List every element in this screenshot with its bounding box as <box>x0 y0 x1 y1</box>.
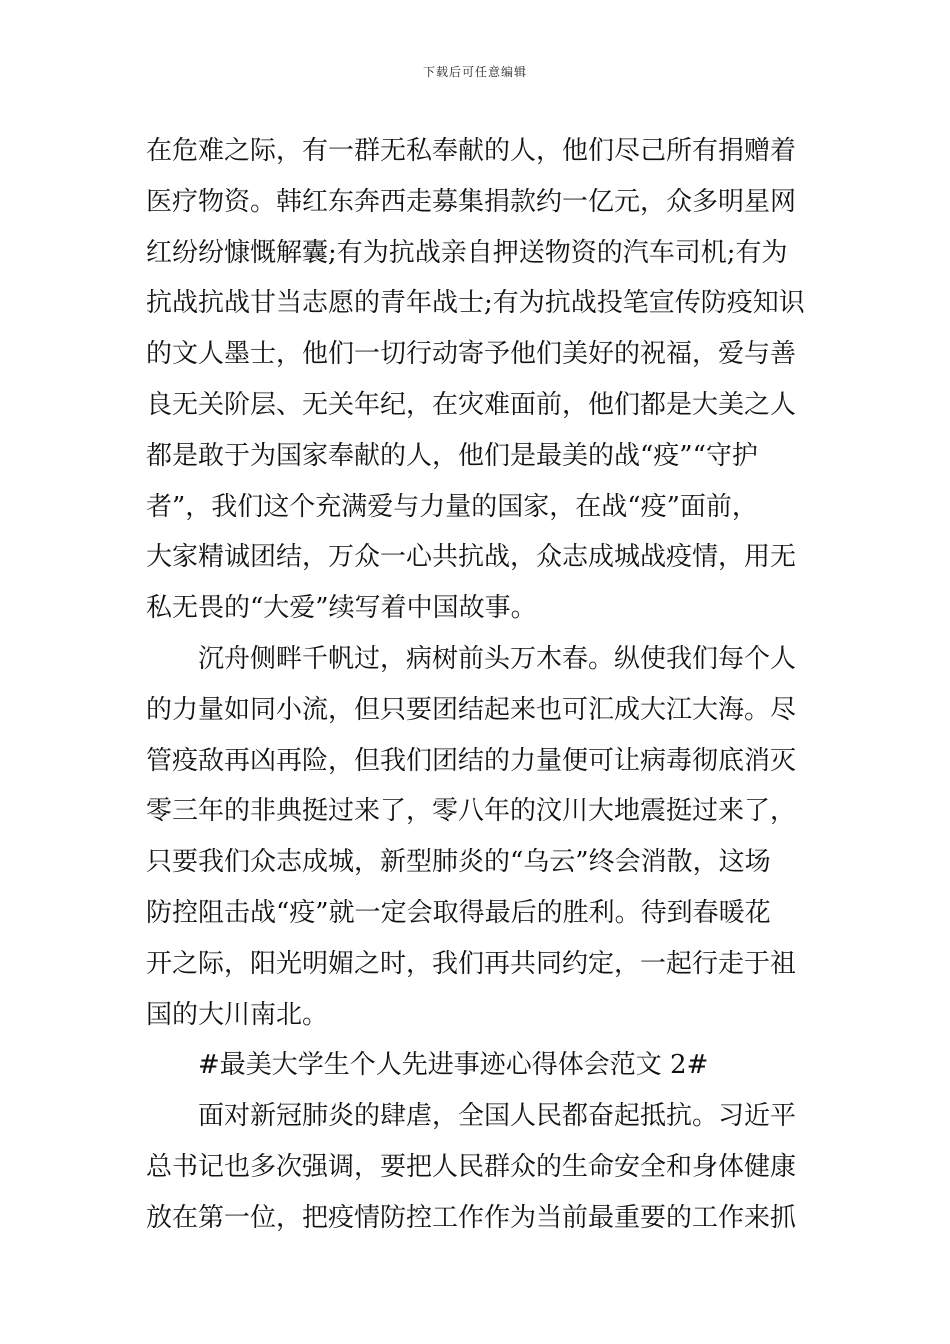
text-line: 防控阻击战“疫”就一定会取得最后的胜利。待到春暖花 <box>146 897 771 928</box>
text-line: 的文人墨士，他们一切行动寄予他们美好的祝福，爱与善 <box>146 339 797 370</box>
paragraph-start-line: 沉舟侧畔千帆过，病树前头万木春。纵使我们每个人 <box>198 643 797 674</box>
text-line: 放在第一位，把疫情防控工作作为当前最重要的工作来抓 <box>146 1202 797 1233</box>
text-line: 抗战抗战甘当志愿的青年战士;有为抗战投笔宣传防疫知识 <box>146 288 805 319</box>
text-line: 者”，我们这个充满爱与力量的国家，在战“疫”面前， <box>146 491 758 522</box>
section-heading: #最美大学生个人先进事迹心得体会范文 2# <box>198 1050 709 1081</box>
text-line: 红纷纷慷慨解囊;有为抗战亲自押送物资的汽车司机;有为 <box>146 237 788 268</box>
text-line: 医疗物资。韩红东奔西走募集捐款约一亿元，众多明星网 <box>146 186 797 217</box>
text-line: 总书记也多次强调，要把人民群众的生命安全和身体健康 <box>146 1151 797 1182</box>
document-body <box>146 126 810 1244</box>
text-line: 只要我们众志成城，新型肺炎的“乌云”终会消散，这场 <box>146 847 771 878</box>
text-line: 在危难之际，有一群无私奉献的人，他们尽己所有捐赠着 <box>146 136 797 166</box>
text-line: 良无关阶层、无关年纪，在灾难面前，他们都是大美之人 <box>146 389 797 420</box>
page-header-note: 下载后可任意编辑 <box>422 65 527 79</box>
text-line: 的力量如同小流，但只要团结起来也可汇成大江大海。尽 <box>146 694 797 725</box>
text-line: 开之际，阳光明媚之时，我们再共同约定，一起行走于祖 <box>146 948 797 979</box>
paragraph-start-line: 面对新冠肺炎的肆虐，全国人民都奋起抵抗。习近平 <box>198 1101 797 1132</box>
text-line: 国的大川南北。 <box>146 999 329 1030</box>
text-line: 私无畏的“大爱”续写着中国故事。 <box>146 593 537 624</box>
text-line: 都是敢于为国家奉献的人，他们是最美的战“疫”“守护 <box>146 440 758 471</box>
text-line: 大家精诚团结，万众一心共抗战，众志成城战疫情，用无 <box>146 542 797 573</box>
text-line: 管疫敌再凶再险，但我们团结的力量便可让病毒彻底消灭 <box>146 745 797 776</box>
text-line: 零三年的非典挺过来了，零八年的汶川大地震挺过来了， <box>146 796 797 827</box>
